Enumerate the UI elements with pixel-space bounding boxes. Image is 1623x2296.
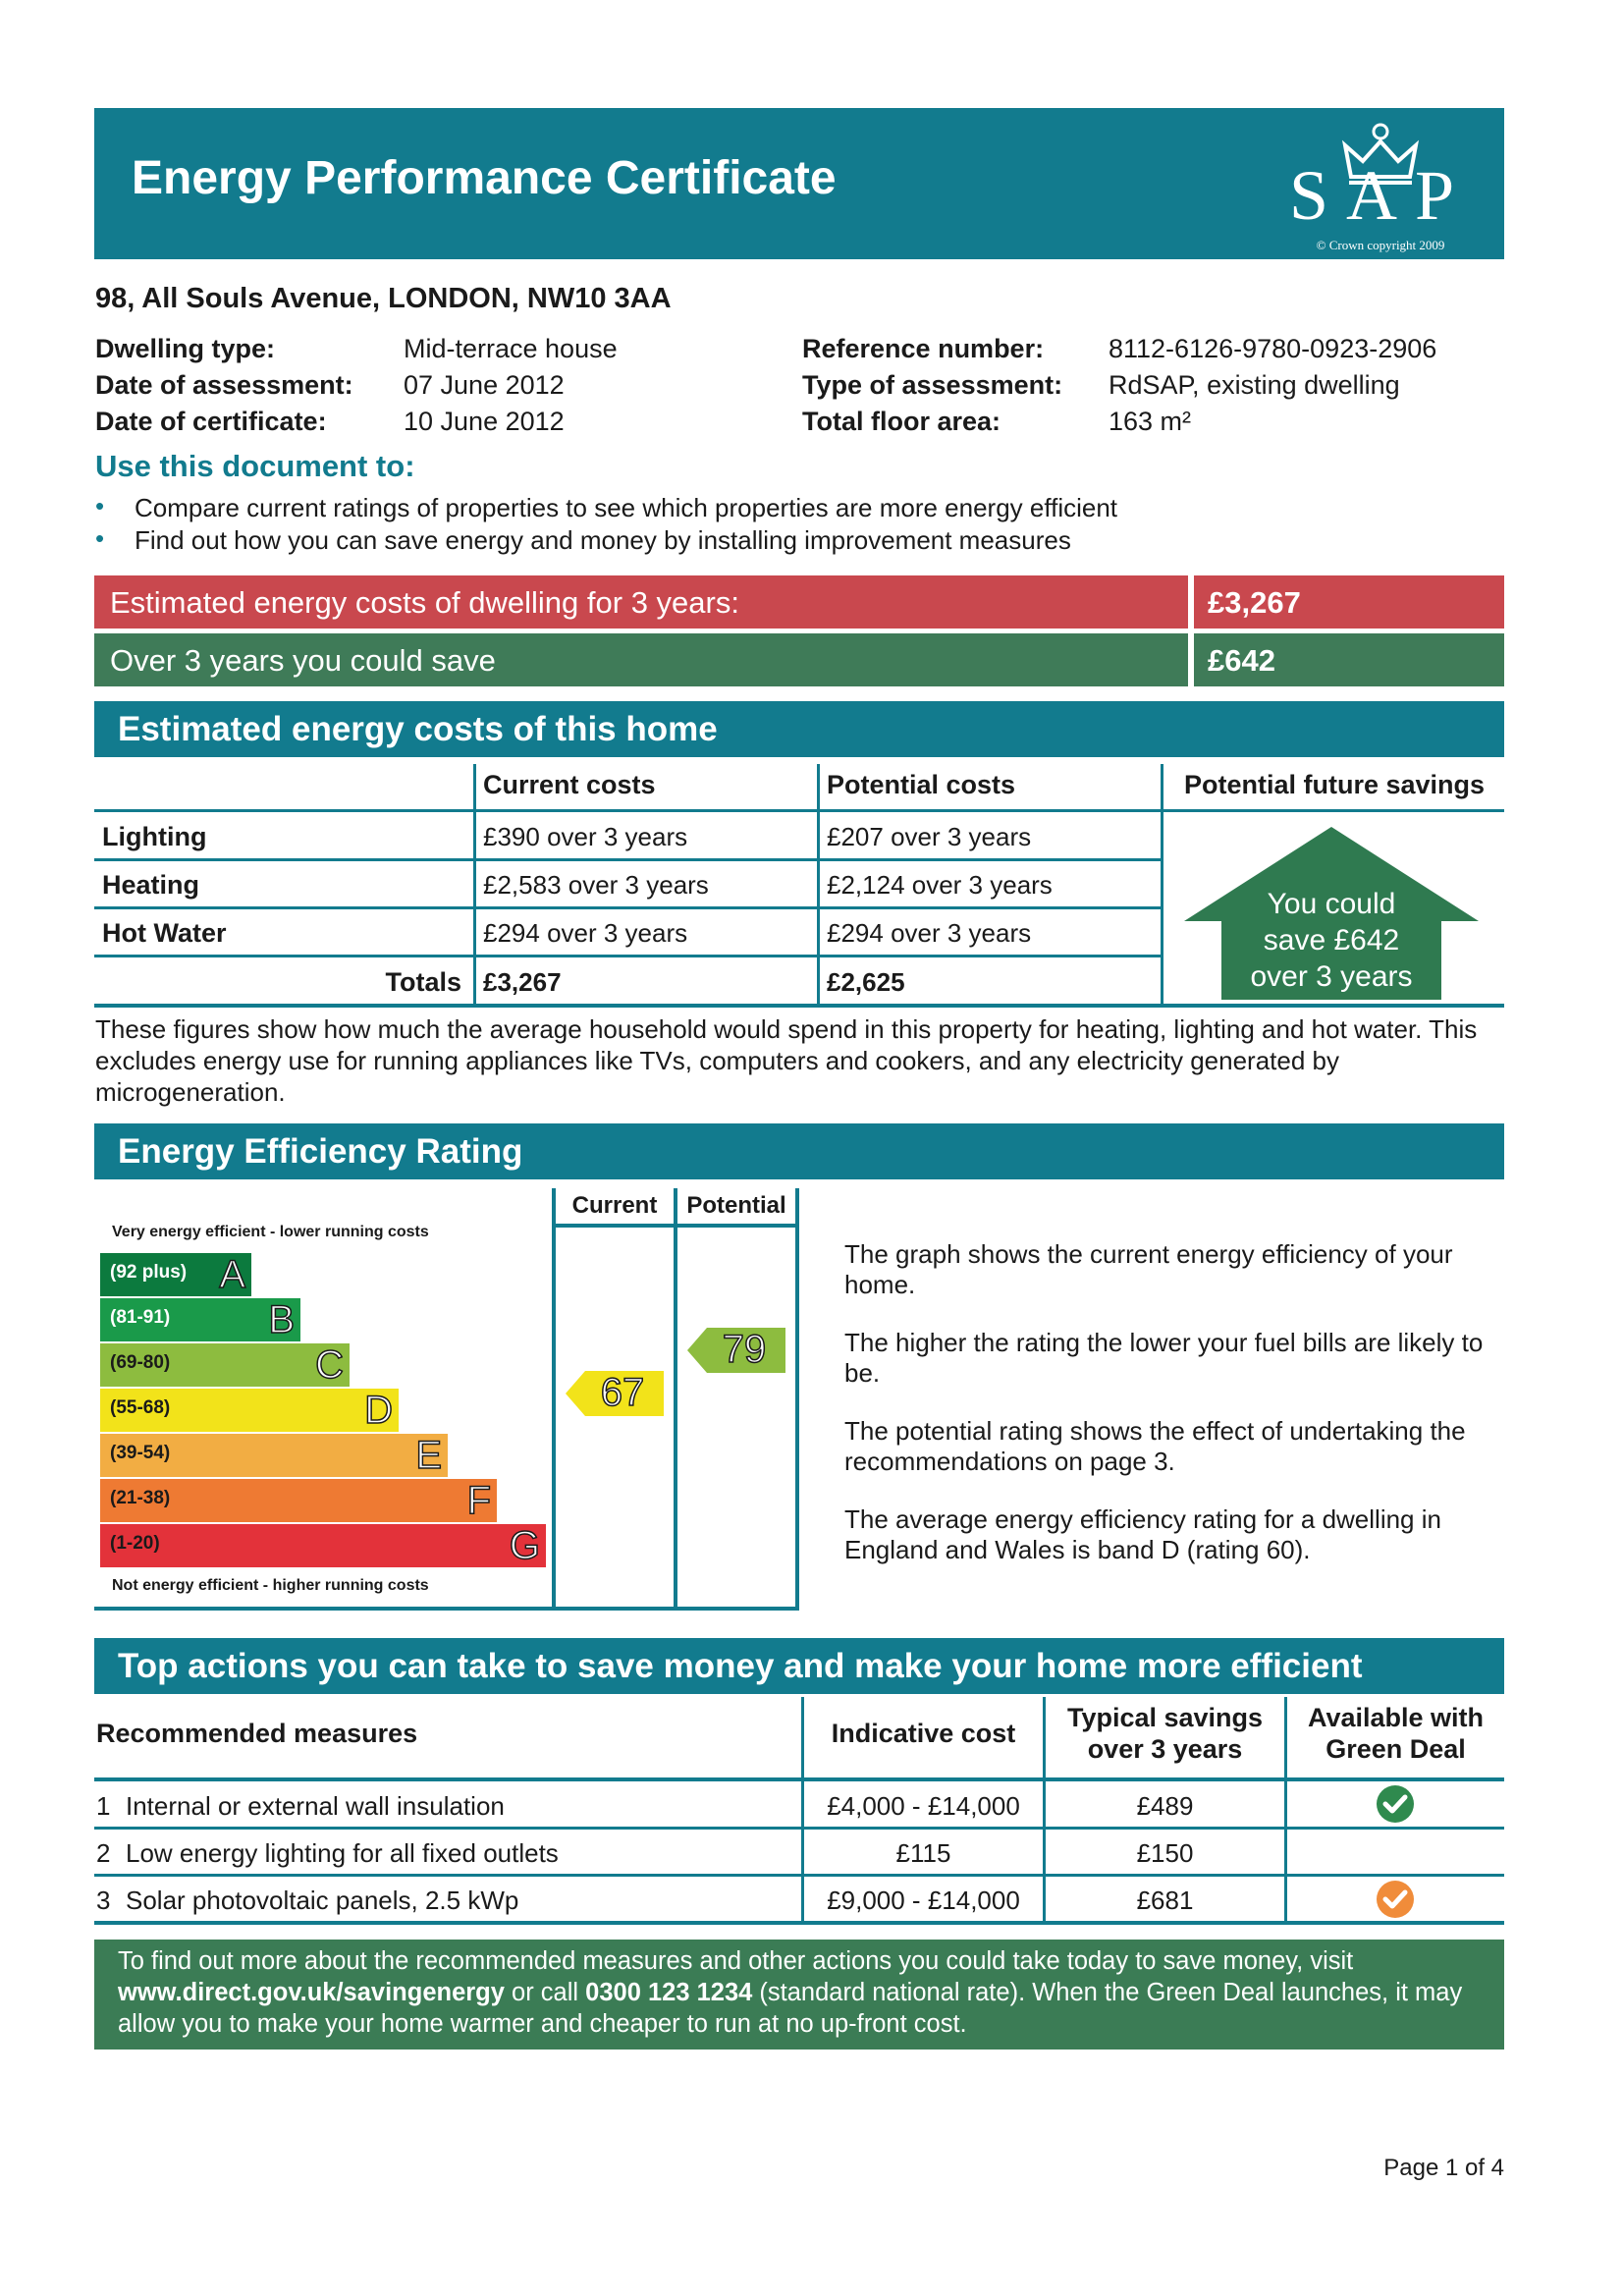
- heating-potential: £2,124 over 3 years: [827, 870, 1053, 900]
- measure-2-cost: £115: [895, 1838, 951, 1868]
- rating-paragraph-2: The higher the rating the lower your fuel bills are likely to be.: [844, 1328, 1484, 1388]
- totals-label: Totals: [385, 967, 461, 997]
- arrow-line-3: over 3 years: [1250, 960, 1413, 993]
- bullet-icon: •: [95, 491, 105, 520]
- advice-link[interactable]: www.direct.gov.uk/savingenergy: [118, 1979, 505, 2006]
- band-g: [100, 1524, 546, 1567]
- list-item: [95, 493, 1372, 525]
- bullet-icon: •: [95, 523, 105, 553]
- hot-water-current: £294 over 3 years: [483, 918, 688, 948]
- dwelling-type-label: Dwelling type:: [95, 334, 276, 363]
- floor-area-label: Total floor area:: [802, 407, 1001, 436]
- reference-number-label: Reference number:: [802, 334, 1045, 363]
- efficient-note: Very energy efficient - lower running costs: [112, 1224, 429, 1240]
- measure-1-name: Internal or external wall insulation: [126, 1791, 505, 1821]
- band-e-letter: E: [415, 1434, 442, 1477]
- arrow-line-1: You could: [1267, 888, 1396, 920]
- sap-logo: [1282, 118, 1479, 255]
- band-b-range: (81-91): [110, 1307, 171, 1328]
- cost-summary-label: Estimated energy costs of dwelling for 3 years:: [110, 585, 739, 620]
- property-address: 98, All Souls Avenue, LONDON, NW10 3AA: [95, 283, 672, 314]
- advice-phone: 0300 123 1234: [585, 1979, 753, 2006]
- costs-section-banner: [94, 701, 1504, 757]
- col-typical-savings-1: Typical savings: [1066, 1703, 1264, 1732]
- band-f-range: (21-38): [110, 1488, 171, 1508]
- costs-note: These figures show how much the average household would spend in this property for heating, lighting and hot water. This excludes energy use for running appliances like TVs, computers and cookers, and any electricity generated by microgeneration.: [95, 1014, 1478, 1107]
- col-recommended-measures: Recommended measures: [96, 1719, 418, 1748]
- band-a-letter: A: [219, 1253, 245, 1296]
- rating-section-title: Energy Efficiency Rating: [118, 1132, 523, 1171]
- measure-3-number: 3: [96, 1886, 111, 1915]
- costs-section-title: Estimated energy costs of this home: [118, 710, 718, 748]
- table-row: [94, 908, 1161, 955]
- total-potential: £2,625: [827, 967, 905, 997]
- sap-letters: SAP: [1288, 156, 1473, 235]
- heating-current: £2,583 over 3 years: [483, 870, 709, 900]
- use-document-list: [95, 493, 1372, 558]
- use-bullet-1: Compare current ratings of properties to see which properties are more energy efficient: [135, 493, 1118, 522]
- col-indicative-cost: Indicative cost: [831, 1719, 1016, 1748]
- band-a: [100, 1253, 251, 1296]
- potential-rating-marker: [687, 1328, 785, 1373]
- reference-number-value: 8112-6126-9780-0923-2906: [1109, 334, 1437, 363]
- saving-summary-label: Over 3 years you could save: [110, 643, 496, 678]
- table-row: [94, 957, 1161, 1004]
- band-f: [100, 1479, 497, 1522]
- rating-section-banner: [94, 1123, 1504, 1179]
- dwelling-type-value: Mid-terrace house: [404, 334, 618, 363]
- lighting-potential: £207 over 3 years: [827, 822, 1032, 851]
- band-b: [100, 1298, 300, 1341]
- assessment-date-value: 07 June 2012: [404, 370, 565, 400]
- col-green-deal-2: Green Deal: [1325, 1734, 1466, 1764]
- certificate-date-label: Date of certificate:: [95, 407, 327, 436]
- potential-rating-value: 79: [722, 1328, 767, 1371]
- rating-paragraph-1: The graph shows the current energy efficiency of your home.: [844, 1239, 1453, 1299]
- advice-text-1: To find out more about the recommended measures and other actions you could take today to save money, visit: [118, 1947, 1354, 1975]
- band-c-letter: C: [315, 1343, 344, 1387]
- band-e: [100, 1434, 448, 1477]
- advice-box: [94, 1940, 1504, 2050]
- use-document-heading: Use this document to:: [95, 449, 415, 483]
- table-row: [94, 812, 1161, 858]
- col-current-label: Current: [571, 1192, 658, 1219]
- advice-text-3: (standard national rate). When the Green Deal launches, it may allow you to make your home warmer and cheaper to run at no up-front cost.: [118, 1979, 1463, 2038]
- row-name-lighting: Lighting: [102, 822, 207, 851]
- assessment-type-value: RdSAP, existing dwelling: [1109, 370, 1400, 400]
- table-row: [94, 1830, 1504, 1874]
- use-bullet-2: Find out how you can save energy and money by installing improvement measures: [135, 525, 1071, 555]
- band-g-range: (1-20): [110, 1533, 160, 1554]
- crown-copyright: © Crown copyright 2009: [1316, 238, 1445, 252]
- col-potential-label: Potential: [686, 1192, 786, 1219]
- col-future-savings: Potential future savings: [1183, 770, 1486, 799]
- total-current: £3,267: [483, 967, 562, 997]
- certificate-date-value: 10 June 2012: [404, 407, 565, 436]
- band-g-letter: G: [509, 1524, 540, 1567]
- measure-2-number: 2: [96, 1838, 111, 1868]
- band-f-letter: F: [466, 1479, 491, 1522]
- assessment-type-label: Type of assessment:: [802, 370, 1063, 400]
- arrow-line-2: save £642: [1263, 924, 1400, 957]
- rating-paragraph-3: The potential rating shows the effect of undertaking the recommendations on page 3.: [844, 1416, 1466, 1476]
- measure-2-name: Low energy lighting for all fixed outlets: [126, 1838, 559, 1868]
- saving-summary-bar: [94, 633, 1504, 686]
- measure-1-cost: £4,000 - £14,000: [827, 1791, 1020, 1821]
- measure-3-name: Solar photovoltaic panels, 2.5 kWp: [126, 1886, 519, 1915]
- measure-3-saving: £681: [1136, 1886, 1194, 1915]
- row-name-heating: Heating: [102, 870, 200, 900]
- page-number: Page 1 of 4: [1383, 2155, 1504, 2181]
- green-deal-orange-check-icon: [1375, 1879, 1416, 1920]
- costs-table: [94, 760, 1504, 1008]
- measure-2-saving: £150: [1136, 1838, 1194, 1868]
- actions-section-banner: [94, 1638, 1504, 1694]
- lighting-current: £390 over 3 years: [483, 822, 688, 851]
- measure-1-saving: £489: [1136, 1791, 1194, 1821]
- cost-summary-bar: [94, 575, 1504, 629]
- table-row: [94, 1781, 1504, 1827]
- table-row: [94, 860, 1161, 906]
- band-d-range: (55-68): [110, 1397, 171, 1418]
- band-b-letter: B: [268, 1298, 295, 1341]
- measure-1-number: 1: [96, 1791, 111, 1821]
- current-rating-marker: [566, 1371, 664, 1416]
- col-typical-savings-2: over 3 years: [1087, 1734, 1243, 1764]
- table-row: [94, 1877, 1504, 1921]
- savings-arrow: [1184, 827, 1479, 1004]
- band-e-range: (39-54): [110, 1443, 171, 1463]
- actions-section-title: Top actions you can take to save money and make your home more efficient: [118, 1647, 1363, 1685]
- rating-explanation: [844, 1239, 1512, 1565]
- current-rating-value: 67: [600, 1371, 645, 1414]
- cost-summary-value: £3,267: [1208, 585, 1301, 620]
- measure-3-cost: £9,000 - £14,000: [827, 1886, 1020, 1915]
- band-a-range: (92 plus): [110, 1262, 188, 1283]
- col-current-costs: Current costs: [483, 770, 656, 799]
- rating-chart: [94, 1188, 801, 1611]
- band-d: [100, 1389, 399, 1432]
- floor-area-value: 163 m²: [1109, 407, 1192, 436]
- band-c-range: (69-80): [110, 1352, 171, 1373]
- col-green-deal-1: Available with: [1307, 1703, 1485, 1732]
- saving-summary-value: £642: [1208, 643, 1275, 678]
- col-potential-costs: Potential costs: [827, 770, 1016, 799]
- band-d-letter: D: [364, 1389, 393, 1432]
- assessment-date-label: Date of assessment:: [95, 370, 353, 400]
- advice-text-2: or call: [504, 1979, 586, 2006]
- header-banner: [94, 108, 1504, 259]
- actions-table: [94, 1697, 1504, 1925]
- band-c: [100, 1343, 350, 1387]
- green-deal-check-icon: [1375, 1783, 1416, 1825]
- hot-water-potential: £294 over 3 years: [827, 918, 1032, 948]
- list-item: [95, 525, 1372, 558]
- row-name-hot-water: Hot Water: [102, 918, 227, 948]
- advice-text: [118, 1945, 1492, 2040]
- inefficient-note: Not energy efficient - higher running costs: [112, 1577, 429, 1594]
- rating-paragraph-4: The average energy efficiency rating for a dwelling in England and Wales is band D (rating 60).: [844, 1504, 1441, 1564]
- page-title: Energy Performance Certificate: [132, 152, 837, 204]
